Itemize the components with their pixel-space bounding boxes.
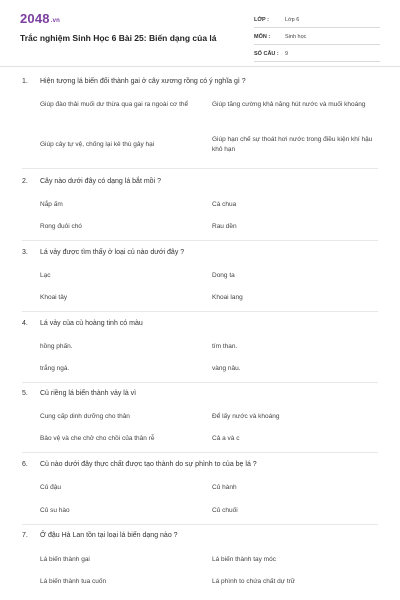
answer-option[interactable]: Giúp tăng cường khả năng hút nước và muối khoáng bbox=[212, 101, 366, 108]
meta-label: SỐ CÂU : bbox=[254, 50, 279, 57]
question-divider bbox=[22, 311, 378, 312]
answer-option[interactable]: vàng nâu. bbox=[212, 365, 241, 372]
answer-option[interactable]: tím than. bbox=[212, 343, 238, 350]
logo-suffix: .vn bbox=[50, 18, 61, 24]
page-header bbox=[0, 0, 400, 64]
question-divider bbox=[22, 168, 378, 169]
answer-option[interactable]: Để lấy nước và khoáng bbox=[212, 413, 280, 420]
question-number: 3. bbox=[22, 249, 28, 256]
answer-option[interactable]: Cà chua bbox=[212, 201, 237, 208]
answer-option[interactable]: Củ su hào bbox=[40, 507, 70, 514]
question-text: Lá vảy của củ hoàng tinh có màu bbox=[40, 320, 143, 327]
question-text: Lá vảy được tìm thấy ở loại củ nào dưới đây ? bbox=[40, 249, 185, 256]
question-7 bbox=[0, 532, 400, 585]
answer-option[interactable]: Rau dền bbox=[212, 223, 237, 230]
answer-option[interactable]: Rong đuôi chó bbox=[40, 223, 82, 230]
answer-option[interactable]: Khoai tây bbox=[40, 294, 68, 301]
question-3 bbox=[0, 249, 400, 301]
quiz-meta bbox=[254, 12, 380, 63]
header-divider bbox=[0, 66, 400, 67]
question-text: Hiện tượng lá biến đổi thành gai ở cây xương rồng có ý nghĩa gì ? bbox=[40, 78, 246, 85]
question-text: Củ riềng lá biến thành vảy là vì bbox=[40, 390, 137, 397]
answer-option[interactable]: Lá phình to chứa chất dự trữ bbox=[212, 578, 296, 585]
meta-row-class bbox=[254, 12, 380, 28]
answer-option[interactable]: Giúp hạn chế sự thoát hơi nước trong điều kiện khí hậu khô hạn bbox=[212, 136, 373, 153]
answer-option[interactable]: Bảo vệ và che chở cho chồi của thân rễ bbox=[40, 435, 155, 442]
site-logo[interactable] bbox=[20, 11, 60, 26]
answer-option[interactable]: Nắp ấm bbox=[40, 201, 63, 208]
page-title: Trắc nghiệm Sinh Học 6 Bài 25: Biến dạng của lá bbox=[20, 33, 217, 43]
question-number: 5. bbox=[22, 390, 28, 397]
question-text: Cây nào dưới đây có dạng lá bắt mồi ? bbox=[40, 178, 161, 185]
answer-option[interactable]: Củ chuối bbox=[212, 507, 238, 514]
question-divider bbox=[22, 452, 378, 453]
question-number: 7. bbox=[22, 532, 28, 539]
meta-value: 9 bbox=[285, 50, 289, 57]
question-text: Củ nào dưới đây thực chất được tạo thành do sự phình to của bẹ lá ? bbox=[40, 461, 257, 468]
question-6 bbox=[0, 461, 400, 514]
meta-label: MÔN : bbox=[254, 33, 271, 40]
answer-option[interactable]: Lá biến thành tay móc bbox=[212, 556, 276, 563]
answer-option[interactable]: Cả a và c bbox=[212, 435, 240, 442]
meta-value: Lớp 6 bbox=[285, 16, 300, 23]
question-5 bbox=[0, 390, 400, 442]
question-4 bbox=[0, 320, 400, 372]
answer-option[interactable]: Lá biến thành gai bbox=[40, 556, 90, 563]
answer-option[interactable]: Lá biến thành tua cuốn bbox=[40, 578, 107, 585]
answer-option[interactable]: hồng phấn. bbox=[40, 343, 73, 350]
answer-option[interactable]: Củ hành bbox=[212, 484, 237, 491]
meta-value: Sinh học bbox=[285, 33, 307, 40]
question-number: 6. bbox=[22, 461, 28, 468]
answer-option[interactable]: Khoai lang bbox=[212, 294, 243, 301]
answer-option[interactable]: Cung cấp dinh dưỡng cho thân bbox=[40, 413, 130, 420]
answer-option[interactable]: Dong ta bbox=[212, 272, 235, 279]
answer-option[interactable]: Giúp đào thải muối dư thừa qua gai ra ngoài cơ thể bbox=[40, 101, 189, 108]
question-2 bbox=[0, 178, 400, 230]
question-divider bbox=[22, 382, 378, 383]
question-number: 2. bbox=[22, 178, 28, 185]
answer-option[interactable]: Giúp cây tự vệ, chống lại kẻ thù gây hại bbox=[40, 141, 155, 148]
question-divider bbox=[22, 240, 378, 241]
question-number: 4. bbox=[22, 320, 28, 327]
question-divider bbox=[22, 524, 378, 525]
answer-option[interactable]: trắng ngà. bbox=[40, 365, 70, 372]
meta-row-count bbox=[254, 46, 380, 62]
meta-label: LỚP : bbox=[254, 16, 269, 23]
question-number: 1. bbox=[22, 78, 28, 85]
meta-row-subject bbox=[254, 29, 380, 45]
answer-option[interactable]: Củ đậu bbox=[40, 484, 61, 491]
question-text: Ở đậu Hà Lan tồn tại loại lá biến dạng nào ? bbox=[40, 532, 178, 539]
question-1 bbox=[0, 78, 400, 153]
logo-text: 2048 bbox=[20, 11, 50, 26]
answer-option[interactable]: Lạc bbox=[40, 272, 51, 279]
